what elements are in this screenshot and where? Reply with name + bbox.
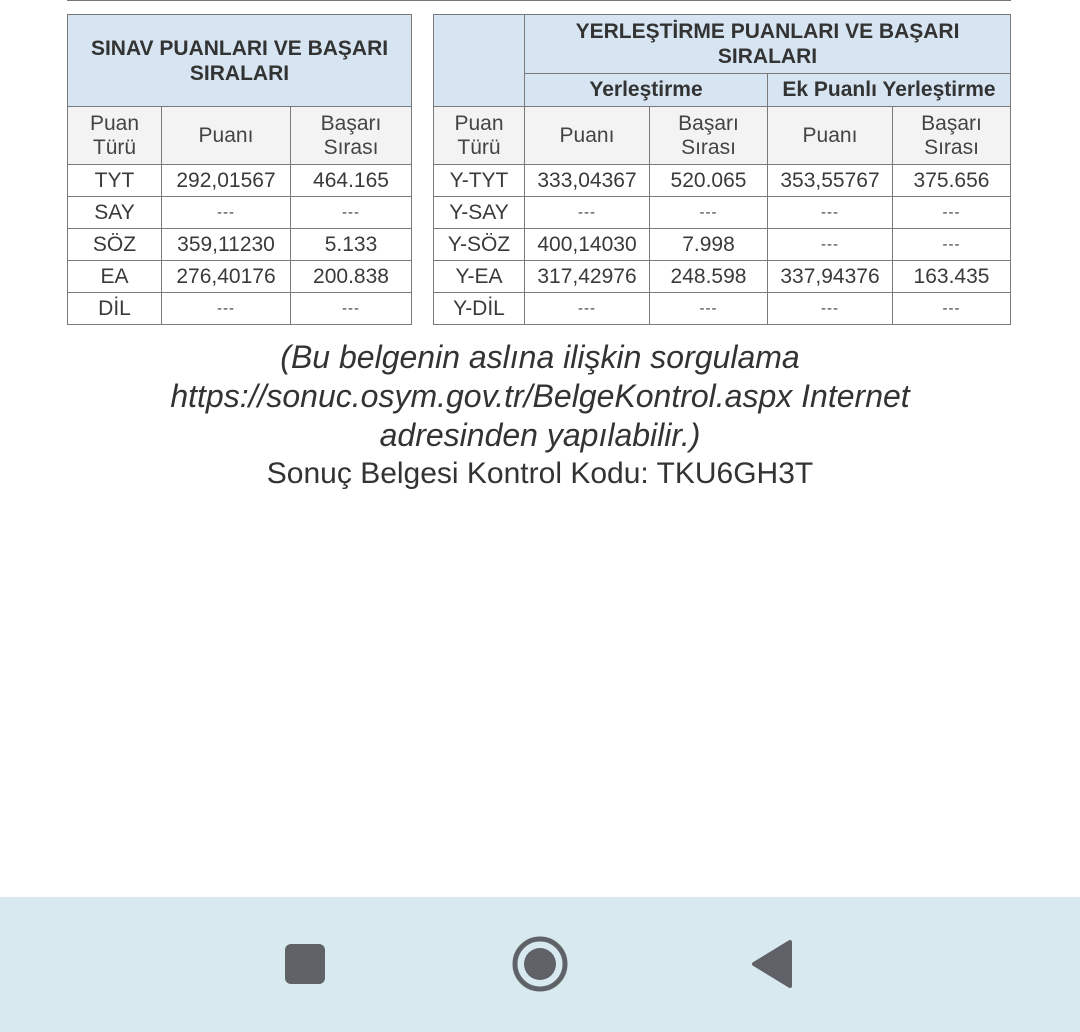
system-navigation-bar — [0, 897, 1080, 1032]
cell-score: --- — [525, 197, 650, 229]
col-rank: Başarı Sırası — [291, 107, 412, 165]
cell-bonus-rank: --- — [893, 293, 1011, 325]
table-row — [68, 229, 412, 261]
cell-bonus-score: --- — [768, 293, 893, 325]
cell-type: TYT — [68, 165, 162, 197]
cell-bonus-score: 353,55767 — [768, 165, 893, 197]
note-line-3: adresinden yapılabilir.) — [379, 417, 701, 453]
exam-scores-table — [67, 14, 412, 325]
cell-rank: --- — [650, 293, 768, 325]
cell-type: Y-DİL — [434, 293, 525, 325]
cell-bonus-rank: 375.656 — [893, 165, 1011, 197]
placement-scores-header: YERLEŞTİRME PUANLARI VE BAŞARI SIRALARI — [525, 15, 1011, 74]
cell-rank: 464.165 — [291, 165, 412, 197]
square-recents-icon — [284, 943, 326, 985]
cell-score: 359,11230 — [162, 229, 291, 261]
note-line-1: (Bu belgenin aslına ilişkin sorgulama — [280, 339, 800, 375]
cell-rank: --- — [650, 197, 768, 229]
col-rank: Başarı Sırası — [650, 107, 768, 165]
cell-score: 317,42976 — [525, 261, 650, 293]
cell-score: --- — [162, 197, 291, 229]
cell-bonus-score: --- — [768, 197, 893, 229]
cell-type: Y-TYT — [434, 165, 525, 197]
cell-score: --- — [162, 293, 291, 325]
verification-note — [0, 338, 1080, 493]
cell-bonus-rank: 163.435 — [893, 261, 1011, 293]
table-row — [434, 165, 1011, 197]
cell-rank: --- — [291, 293, 412, 325]
cell-bonus-rank: --- — [893, 197, 1011, 229]
table-row — [68, 197, 412, 229]
table-row — [434, 261, 1011, 293]
cell-type: Y-SÖZ — [434, 229, 525, 261]
table-row — [68, 261, 412, 293]
table-row — [68, 293, 412, 325]
placement-group-header: Yerleştirme — [525, 74, 768, 107]
col-bonus-score: Puanı — [768, 107, 893, 165]
cell-type: Y-SAY — [434, 197, 525, 229]
table-row — [68, 165, 412, 197]
cell-bonus-score: --- — [768, 229, 893, 261]
col-score: Puanı — [162, 107, 291, 165]
cell-rank: 520.065 — [650, 165, 768, 197]
cell-score: --- — [525, 293, 650, 325]
cell-rank: 248.598 — [650, 261, 768, 293]
top-border-line — [67, 0, 1011, 1]
note-url-line[interactable]: https://sonuc.osym.gov.tr/BelgeKontrol.aspx Internet — [170, 378, 910, 414]
cell-score: 400,14030 — [525, 229, 650, 261]
cell-rank: 200.838 — [291, 261, 412, 293]
bonus-placement-group-header: Ek Puanlı Yerleştirme — [768, 74, 1011, 107]
circle-home-icon — [510, 934, 570, 994]
cell-rank: 5.133 — [291, 229, 412, 261]
control-code: Sonuç Belgesi Kontrol Kodu: TKU6GH3T — [266, 457, 814, 490]
recents-button[interactable] — [270, 931, 340, 997]
cell-score: 292,01567 — [162, 165, 291, 197]
cell-bonus-rank: --- — [893, 229, 1011, 261]
placement-corner-cell — [434, 15, 525, 107]
cell-score: 276,40176 — [162, 261, 291, 293]
cell-rank: --- — [291, 197, 412, 229]
exam-scores-header: SINAV PUANLARI VE BAŞARI SIRALARI — [68, 15, 412, 107]
triangle-back-icon — [750, 939, 796, 989]
table-row — [434, 293, 1011, 325]
col-score-type: Puan Türü — [434, 107, 525, 165]
cell-type: DİL — [68, 293, 162, 325]
cell-bonus-score: 337,94376 — [768, 261, 893, 293]
table-row — [434, 197, 1011, 229]
cell-type: SÖZ — [68, 229, 162, 261]
home-button[interactable] — [505, 931, 575, 997]
cell-score: 333,04367 — [525, 165, 650, 197]
col-score-type: Puan Türü — [68, 107, 162, 165]
cell-type: SAY — [68, 197, 162, 229]
col-score: Puanı — [525, 107, 650, 165]
cell-type: EA — [68, 261, 162, 293]
table-row — [434, 229, 1011, 261]
cell-rank: 7.998 — [650, 229, 768, 261]
placement-scores-table — [433, 14, 1011, 325]
col-bonus-rank: Başarı Sırası — [893, 107, 1011, 165]
cell-type: Y-EA — [434, 261, 525, 293]
back-button[interactable] — [738, 931, 808, 997]
